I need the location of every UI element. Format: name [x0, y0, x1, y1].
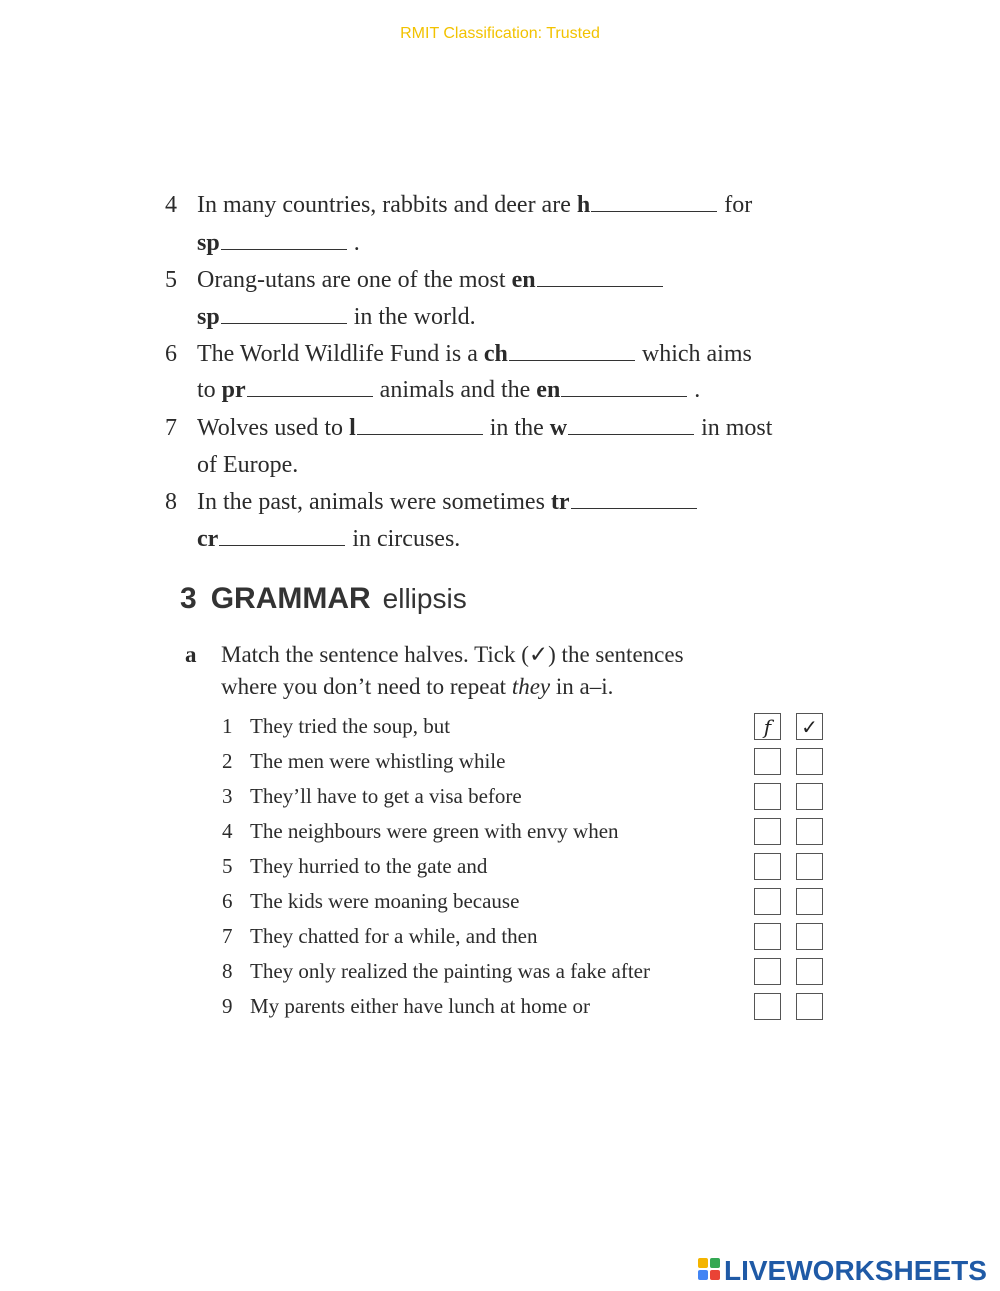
word-hint: sp	[197, 304, 220, 330]
sentence-text: In the past, animals were sometimes	[197, 489, 551, 515]
item-number: 4	[165, 192, 177, 218]
item-number: 7	[165, 415, 177, 441]
instruction-text-pre: where you don’t need to repeat	[221, 674, 512, 699]
word-hint: cr	[197, 526, 219, 552]
sentence-half: My parents either have lunch at home or	[250, 994, 590, 1018]
sentence-text: in the	[483, 415, 550, 441]
item-number: 6	[165, 341, 177, 367]
answer-letter-box[interactable]	[754, 783, 781, 810]
answer-blank[interactable]	[568, 416, 694, 435]
sentence-text: in most	[695, 415, 773, 441]
sentence-text: for	[718, 192, 753, 218]
answer-letter-box[interactable]	[754, 888, 781, 915]
answer-blank[interactable]	[219, 527, 345, 546]
sentence-text: Wolves used to	[197, 415, 350, 441]
answer-letter-box[interactable]	[754, 923, 781, 950]
sentence-half: The men were whistling while	[250, 749, 506, 773]
sentence-text: .	[347, 230, 360, 256]
sentence-text: Orang-utans are one of the most	[197, 267, 512, 293]
sentence-half: They chatted for a while, and then	[250, 924, 538, 948]
tick-box[interactable]	[796, 923, 823, 950]
answer-blank[interactable]	[221, 231, 347, 250]
exercise-item-5-line-1	[165, 266, 664, 294]
word-hint: tr	[550, 489, 570, 515]
tick-box[interactable]	[796, 958, 823, 985]
sentence-number: 2	[222, 749, 233, 773]
answer-letter-box[interactable]	[754, 853, 781, 880]
answer-blank[interactable]	[247, 378, 373, 397]
section-number: 3	[180, 582, 197, 615]
tick-box[interactable]	[796, 818, 823, 845]
sentence-number: 6	[222, 889, 233, 913]
sentence-half: The kids were moaning because	[250, 889, 520, 913]
answer-blank[interactable]	[357, 416, 483, 435]
sentence-row	[222, 780, 832, 815]
word-hint: h	[576, 192, 591, 218]
sentence-text: of Europe.	[197, 452, 299, 478]
classification-label: RMIT Classification: Trusted	[400, 25, 600, 42]
answer-blank[interactable]	[591, 193, 717, 212]
word-hint: w	[549, 415, 568, 441]
answer-letter-box[interactable]	[754, 748, 781, 775]
item-number: 8	[165, 489, 177, 515]
tick-box[interactable]	[796, 783, 823, 810]
section-title: GRAMMAR	[210, 582, 371, 615]
section-topic: ellipsis	[382, 583, 467, 614]
sentence-half: They tried the soup, but	[250, 714, 451, 738]
sentence-row	[222, 745, 832, 780]
exercise-item-7-line-1	[165, 414, 772, 442]
sentence-row	[222, 955, 832, 990]
sentence-number: 9	[222, 994, 233, 1018]
sentence-number: 1	[222, 714, 233, 738]
answer-blank[interactable]	[221, 305, 347, 324]
sentence-row	[222, 710, 832, 745]
sentence-number: 5	[222, 854, 233, 878]
sentence-half: The neighbours were green with envy when	[250, 819, 619, 843]
word-hint: pr	[221, 377, 246, 403]
instruction-emphasis: they	[511, 674, 551, 699]
answer-blank[interactable]	[571, 490, 697, 509]
sentence-row	[222, 990, 832, 1025]
exercise-item-8-line-2	[165, 525, 460, 553]
word-hint: ch	[483, 341, 508, 367]
sentence-row	[222, 920, 832, 955]
sentence-text: in circuses.	[346, 526, 461, 552]
sentence-text: .	[688, 377, 701, 403]
sentence-row	[222, 850, 832, 885]
task-instruction-line-1	[185, 640, 684, 670]
sentence-number: 3	[222, 784, 233, 808]
sentence-half: They’ll have to get a visa before	[250, 784, 522, 808]
answer-letter-box[interactable]	[754, 818, 781, 845]
tick-box[interactable]	[796, 853, 823, 880]
section-heading	[180, 582, 467, 616]
exercise-item-4-line-1	[165, 191, 752, 219]
answer-blank[interactable]	[561, 378, 687, 397]
tick-box[interactable]	[796, 993, 823, 1020]
answer-letter-box[interactable]	[754, 958, 781, 985]
tick-mark: ✓	[801, 715, 818, 739]
task-instruction-line-2	[221, 672, 613, 702]
answer-letter-box[interactable]	[754, 713, 781, 740]
liveworksheets-logo-icon	[698, 1258, 720, 1280]
instruction-text-post: in a–i.	[550, 674, 614, 699]
sentence-row	[222, 815, 832, 850]
answer-letter-box[interactable]	[754, 993, 781, 1020]
sentence-half: They hurried to the gate and	[250, 854, 488, 878]
answer-letter: f	[763, 715, 772, 739]
tick-box[interactable]	[796, 888, 823, 915]
exercise-item-5-line-2	[165, 303, 476, 331]
exercise-item-8-line-1	[165, 488, 698, 516]
sentence-text: in the world.	[347, 304, 476, 330]
exercise-item-6-line-1	[165, 340, 752, 368]
tick-box[interactable]	[796, 748, 823, 775]
sentence-text: The World Wildlife Fund is a	[197, 341, 484, 367]
sentence-number: 8	[222, 959, 233, 983]
item-number: 5	[165, 267, 177, 293]
instruction-text: Match the sentence halves. Tick (✓) the sentences	[221, 642, 684, 667]
answer-blank[interactable]	[537, 268, 663, 287]
logo-text: LIVEWORKSHEETS	[724, 1255, 987, 1286]
exercise-item-4-line-2	[165, 229, 360, 257]
sentence-number: 4	[222, 819, 233, 843]
sentence-text: which aims	[635, 341, 752, 367]
exercise-item-6-line-2	[165, 376, 700, 404]
sentence-text: animals and the	[373, 377, 537, 403]
sentence-text: to	[197, 377, 222, 403]
task-label: a	[185, 642, 197, 667]
exercise-item-7-line-2	[165, 451, 298, 479]
answer-blank[interactable]	[509, 342, 635, 361]
word-hint: en	[511, 267, 536, 293]
word-hint: sp	[197, 230, 220, 256]
sentence-row	[222, 885, 832, 920]
word-hint: en	[536, 377, 561, 403]
sentence-half: They only realized the painting was a fake after	[250, 959, 650, 983]
sentence-text: In many countries, rabbits and deer are	[197, 192, 577, 218]
tick-box[interactable]	[796, 713, 823, 740]
sentence-number: 7	[222, 924, 233, 948]
word-hint: l	[349, 415, 356, 441]
footer-logo	[698, 1255, 987, 1287]
